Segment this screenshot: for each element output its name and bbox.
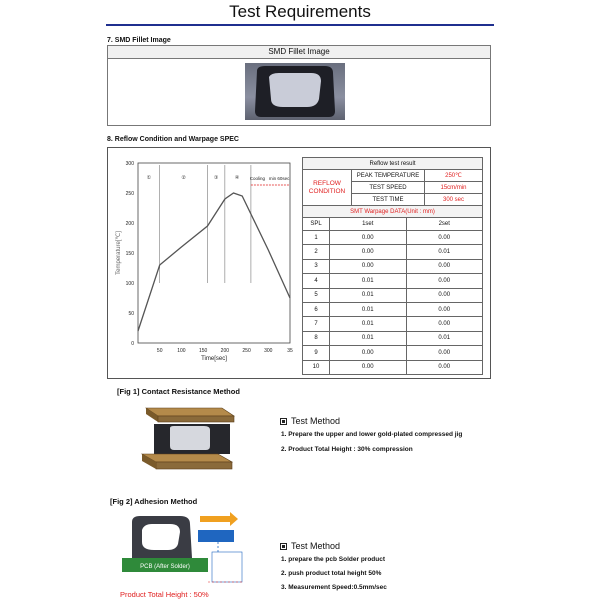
value-cell: 0.00 (406, 259, 483, 273)
table-row (303, 274, 483, 288)
spl-cell: 4 (303, 274, 330, 288)
spl-cell: 9 (303, 346, 330, 360)
value-cell: 0.01 (406, 245, 483, 259)
spl-cell: 6 (303, 302, 330, 316)
warpage-title: SMT Warpage DATA(Unit : mm) (303, 206, 483, 218)
fig2-heading-text: Test Method (291, 541, 341, 551)
page-title: Test Requirements (229, 2, 371, 21)
spl-cell: 10 (303, 360, 330, 374)
y-tick-label: 0 (131, 341, 134, 347)
column-header: 1set (330, 218, 407, 231)
spl-cell: 2 (303, 245, 330, 259)
zone-label: ④ (234, 175, 240, 181)
value-cell: 0.01 (330, 302, 407, 316)
value-cell: 0.00 (406, 317, 483, 331)
x-axis-label: Time[sec] (201, 356, 227, 362)
section-7-label: 7. SMD Fillet Image (107, 37, 171, 44)
plot-area (138, 163, 290, 343)
table-row (303, 317, 483, 331)
spl-cell: 1 (303, 231, 330, 245)
section-8-label: 8. Reflow Condition and Warpage SPEC (107, 136, 239, 143)
fig2-caption: Product Total Height : 50% (120, 590, 209, 599)
value-cell: 0.01 (330, 288, 407, 302)
x-tick-label: 100 (177, 348, 186, 354)
value-cell: 0.00 (406, 360, 483, 374)
y-tick-label: 300 (125, 161, 134, 167)
value-cell: 0.01 (330, 274, 407, 288)
table-row (303, 288, 483, 302)
fillet-image (245, 63, 345, 120)
x-tick-label: 50 (156, 348, 163, 354)
pcb-label: PCB (After Solder) (140, 564, 190, 570)
reflow-condition-label: REFLOW CONDITION (303, 170, 352, 206)
fig1-heading-text: Test Method (291, 416, 341, 426)
checkbox-icon (280, 543, 287, 550)
zone-label: ③ (213, 175, 219, 181)
value-cell: 0.00 (406, 302, 483, 316)
table-row (303, 302, 483, 316)
fig1-test-method-heading (280, 416, 340, 426)
cooling-label: Cooling (249, 176, 266, 181)
x-tick-label: 150 (198, 348, 208, 354)
condition-value: 300 sec (425, 194, 483, 206)
value-cell: 0.00 (330, 245, 407, 259)
condition-label: TEST SPEED (352, 182, 425, 194)
x-tick-label: 35 (287, 348, 293, 354)
condition-label: PEAK TEMPERATURE (352, 170, 425, 182)
fig1-step: 2. Product Total Height : 30% compression (281, 446, 413, 453)
y-tick-label: 200 (125, 221, 134, 227)
fillet-box-title: SMD Fillet Image (107, 45, 491, 59)
fig2-test-method-heading (280, 541, 340, 551)
reflow-result-table (302, 157, 483, 218)
x-tick-label: 200 (220, 348, 230, 354)
table-row (303, 245, 483, 259)
y-tick-label: 50 (128, 311, 134, 317)
contact-jig-illustration (140, 402, 240, 474)
x-tick-label: 300 (264, 348, 273, 354)
zone-label: ② (181, 175, 186, 181)
adhesion-illustration (118, 512, 248, 590)
y-tick-label: 100 (125, 281, 134, 287)
fig1-step: 1. Prepare the upper and lower gold-plated compressed jig (281, 431, 463, 438)
fig2-step: 3. Measurement Speed:0.5mm/sec (281, 584, 387, 591)
value-cell: 0.00 (406, 231, 483, 245)
y-axis-label: Temperature[℃] (116, 231, 122, 275)
y-tick-label: 250 (125, 191, 134, 197)
result-table-title: Reflow test result (303, 158, 483, 170)
fig1-title: [Fig 1] Contact Resistance Method (117, 387, 240, 396)
value-cell: 0.00 (406, 346, 483, 360)
table-row (303, 259, 483, 273)
table-row (303, 346, 483, 360)
value-cell: 0.01 (406, 331, 483, 345)
value-cell: 0.00 (330, 259, 407, 273)
spl-cell: 5 (303, 288, 330, 302)
cooling-note: min 60sec (268, 176, 290, 181)
checkbox-icon (280, 418, 287, 425)
zone-label: ① (146, 175, 152, 181)
value-cell: 0.01 (330, 317, 407, 331)
title-underline (106, 24, 494, 26)
value-cell: 0.00 (330, 346, 407, 360)
fig2-title: [Fig 2] Adhesion Method (110, 497, 198, 506)
value-cell: 0.00 (330, 360, 407, 374)
value-cell: 0.00 (406, 288, 483, 302)
spl-cell: 3 (303, 259, 330, 273)
table-row (303, 331, 483, 345)
spl-cell: 8 (303, 331, 330, 345)
warpage-table (302, 217, 483, 375)
column-header: 2set (406, 218, 483, 231)
condition-value: 250℃ (425, 170, 483, 182)
condition-value: 15cm/min (425, 182, 483, 194)
fig2-step: 1. prepare the pcb Solder product (281, 556, 386, 563)
value-cell: 0.00 (406, 274, 483, 288)
x-tick-label: 250 (242, 348, 251, 354)
value-cell: 0.00 (330, 231, 407, 245)
column-header: SPL (303, 218, 330, 231)
spl-cell: 7 (303, 317, 330, 331)
table-row (303, 231, 483, 245)
value-cell: 0.01 (330, 331, 407, 345)
reflow-chart (112, 155, 294, 365)
condition-label: TEST TIME (352, 194, 425, 206)
fig2-step: 2. push product total height 50% (281, 570, 382, 577)
table-row (303, 360, 483, 374)
y-tick-label: 150 (125, 251, 134, 257)
